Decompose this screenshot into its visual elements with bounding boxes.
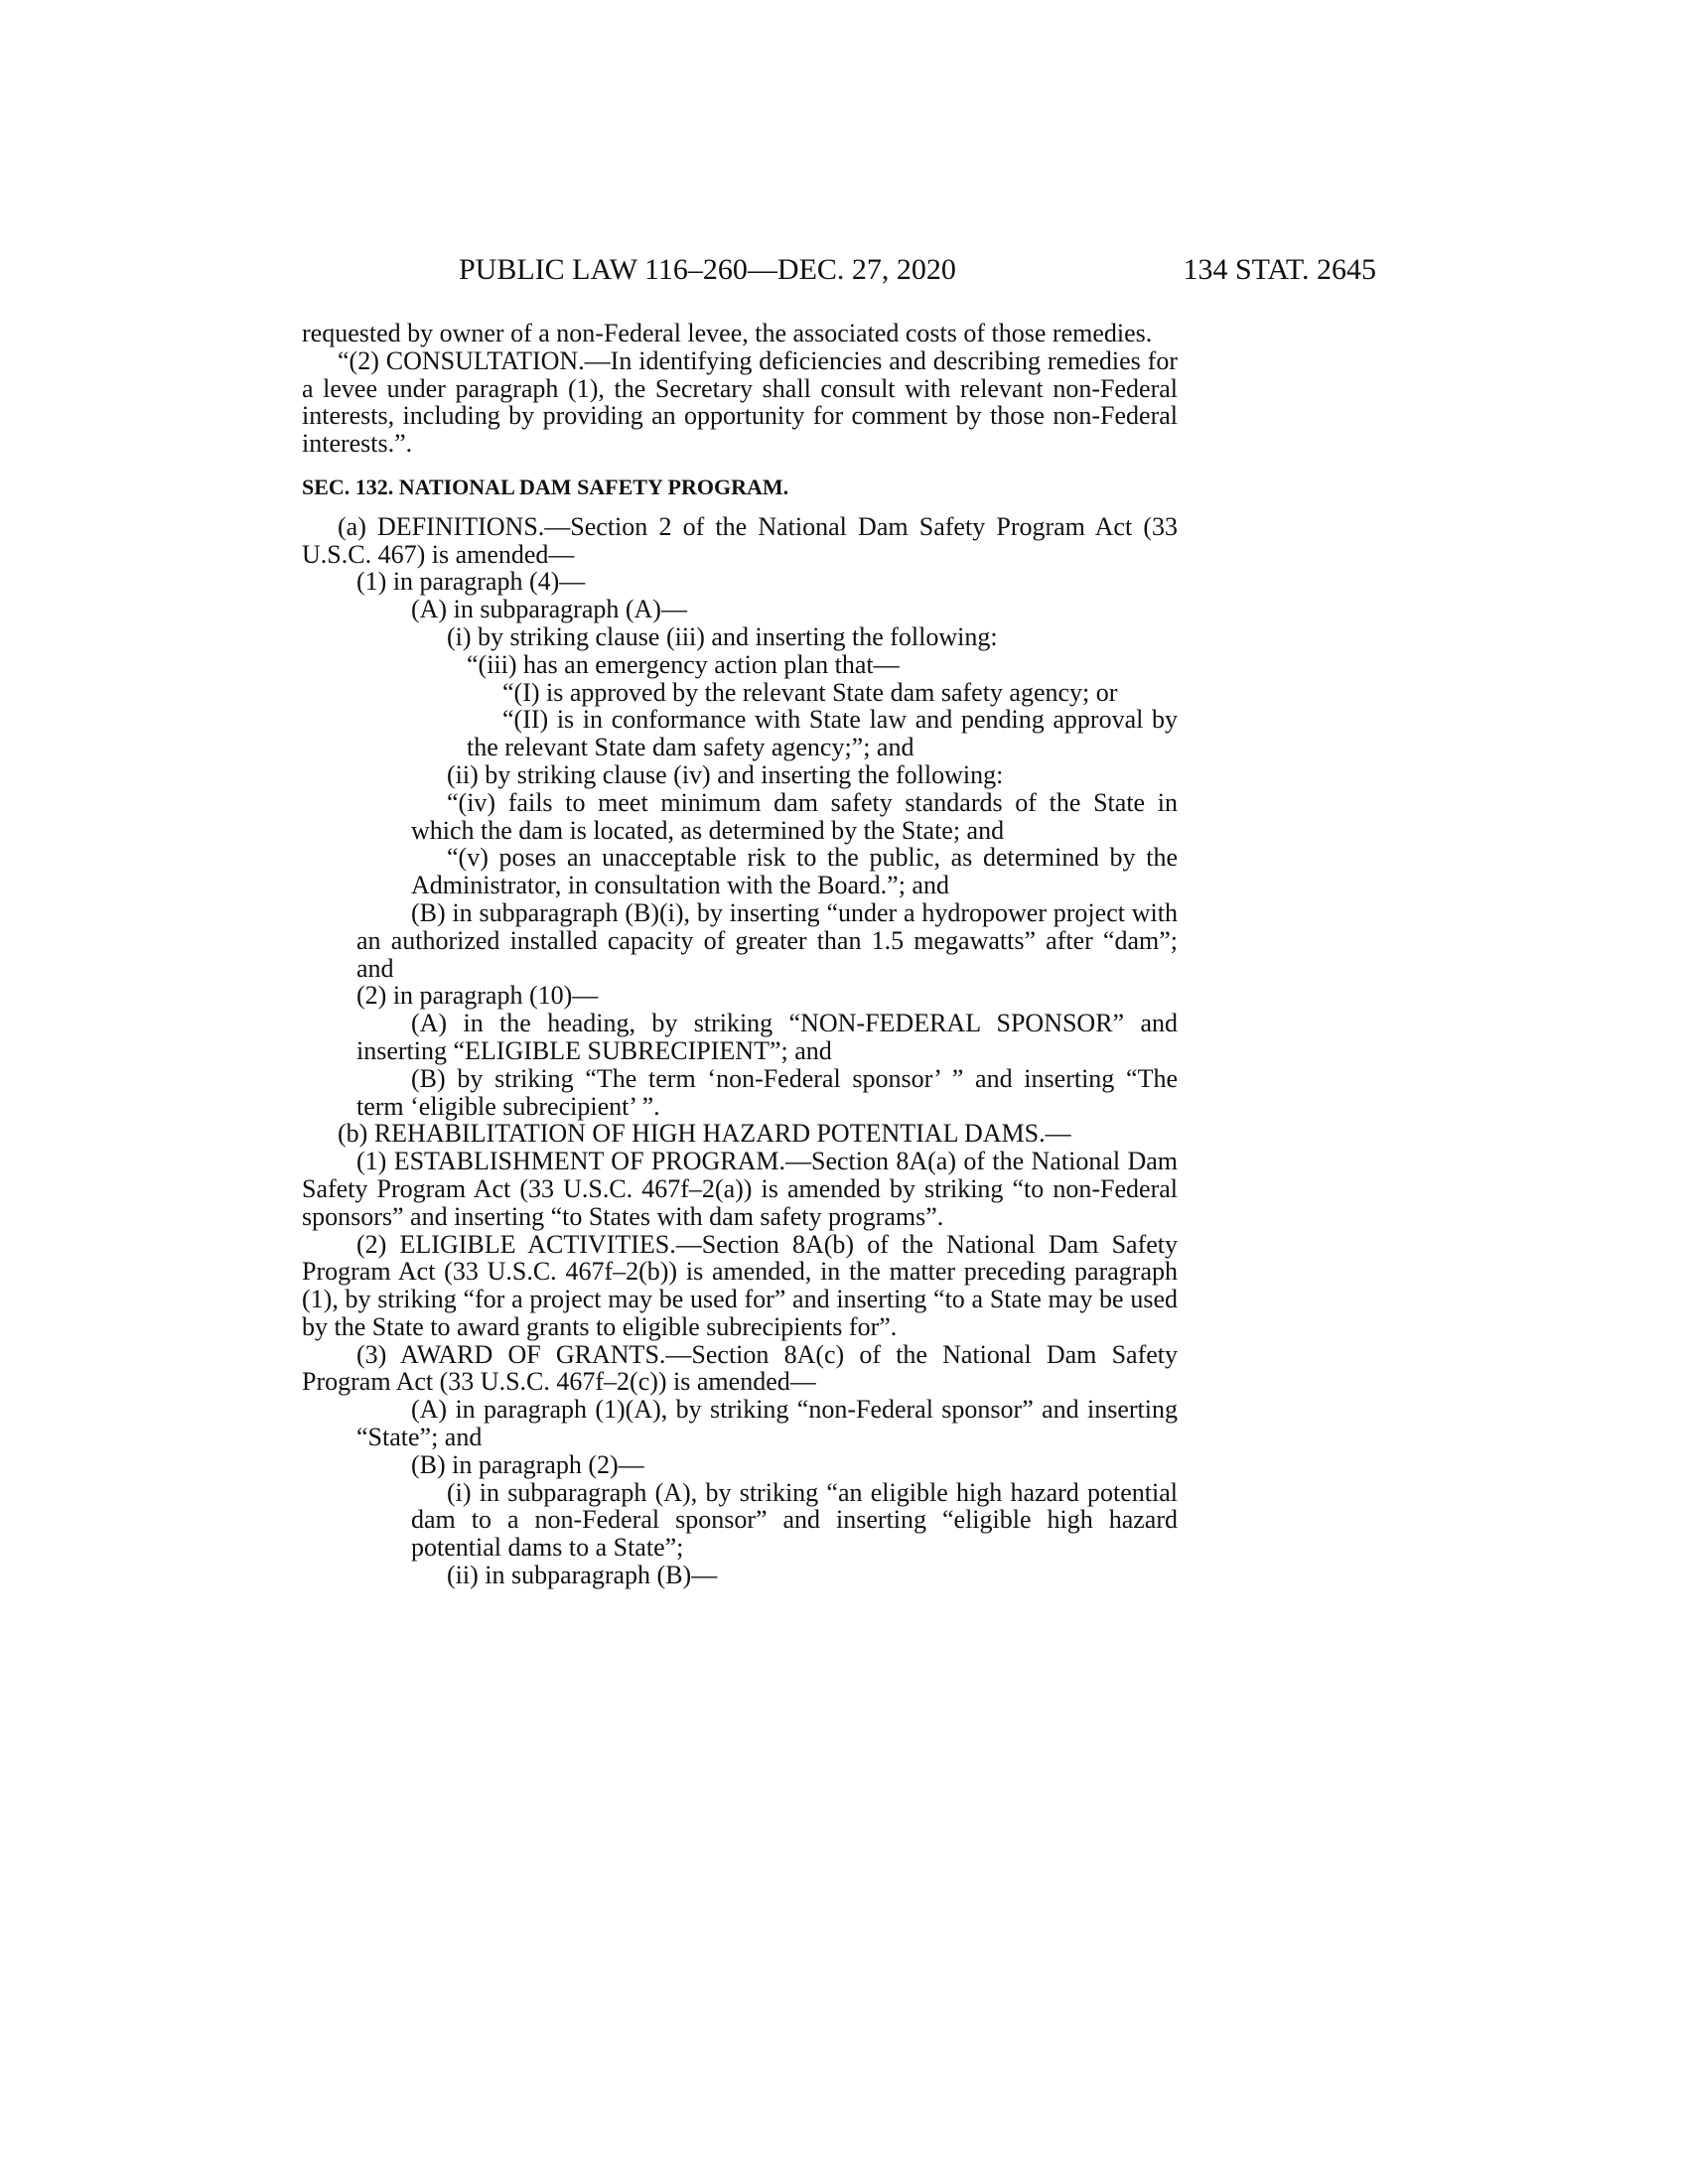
paragraph: (2) in paragraph (10)— [356, 981, 599, 1011]
paragraph: “(v) poses an unacceptable risk to the public, as determined by the Administrator, in consultation with the Board.”; and [411, 843, 1178, 900]
paragraph: (A) in the heading, by striking “NON-FEDERAL SPONSOR” and inserting “ELIGIBLE SUBRECIPIENT”; and [356, 1009, 1178, 1065]
page-number: 134 STAT. 2645 [1183, 253, 1376, 286]
paragraph: (1) ESTABLISHMENT OF PROGRAM.—Section 8A(a) of the National Dam Safety Program Act (33 U.S.C. 467f–2(a)) is amended by striking “to non-Federal sponsors” and inserting “to States with dam safety programs”. [302, 1147, 1178, 1231]
paragraph: (3) AWARD OF GRANTS.—Section 8A(c) of the National Dam Safety Program Act (33 U.S.C. 467f–2(c)) is amended— [302, 1339, 1178, 1397]
page-header [459, 250, 1376, 290]
paragraph: (ii) in subparagraph (B)— [447, 1561, 718, 1590]
paragraph: (i) by striking clause (iii) and inserting the following: [447, 621, 998, 651]
paragraph: “(2) CONSULTATION.—In identifying deficiencies and describing remedies for a levee under paragraph (1), the Secretary shall consult with relevant non-Federal interests, including by providing an opportunity for comment by those non-Federal interests.”. [302, 345, 1178, 459]
paragraph: (ii) by striking clause (iv) and inserting the following: [447, 759, 1004, 789]
section-heading: SEC. 132. NATIONAL DAM SAFETY PROGRAM. [302, 474, 789, 499]
paragraph: (B) in subparagraph (B)(i), by inserting “under a hydropower project with an authorized installed capacity of greater than 1.5 megawatts” after “dam”; and [356, 897, 1178, 983]
paragraph: (1) in paragraph (4)— [356, 567, 586, 597]
paragraph: (A) in subparagraph (A)— [411, 595, 687, 624]
paragraph: (a) DEFINITIONS.—Section 2 of the National Dam Safety Program Act (33 U.S.C. 467) is amended— [302, 511, 1178, 569]
paragraph: (2) ELIGIBLE ACTIVITIES.—Section 8A(b) of the National Dam Safety Program Act (33 U.S.C. 467f–2(b)) is amended, in the matter preceding paragraph (1), by striking “for a project may be used for” and inserting “to a State may be used by the State to award grants to eligible subrecipients for”. [302, 1229, 1178, 1341]
document-body [302, 320, 1178, 1589]
paragraph: (B) in paragraph (2)— [411, 1449, 644, 1479]
paragraph: “(I) is approved by the relevant State dam safety agency; or [502, 677, 1118, 707]
running-head: PUBLIC LAW 116–260—DEC. 27, 2020 [459, 253, 956, 286]
paragraph: (i) in subparagraph (A), by striking “an eligible high hazard potential dam to a non-Federal sponsor” and inserting “eligible high hazard potential dams to a State”; [411, 1477, 1178, 1563]
paragraph: “(iv) fails to meet minimum dam safety standards of the State in which the dam is located, as determined by the State; and [411, 787, 1178, 845]
paragraph: (B) by striking “The term ‘non-Federal sponsor’ ” and inserting “The term ‘eligible subrecipient’ ”. [356, 1063, 1178, 1121]
paragraph: requested by owner of a non-Federal levee, the associated costs of those remedies. [302, 319, 1153, 347]
paragraph: “(II) is in conformance with State law and pending approval by the relevant State dam safety agency;”; and [467, 705, 1178, 762]
paragraph: (b) REHABILITATION OF HIGH HAZARD POTENTIAL DAMS.— [338, 1119, 1071, 1149]
paragraph: (A) in paragraph (1)(A), by striking “non-Federal sponsor” and inserting “State”; and [356, 1395, 1178, 1452]
paragraph: “(iii) has an emergency action plan that— [467, 649, 900, 679]
